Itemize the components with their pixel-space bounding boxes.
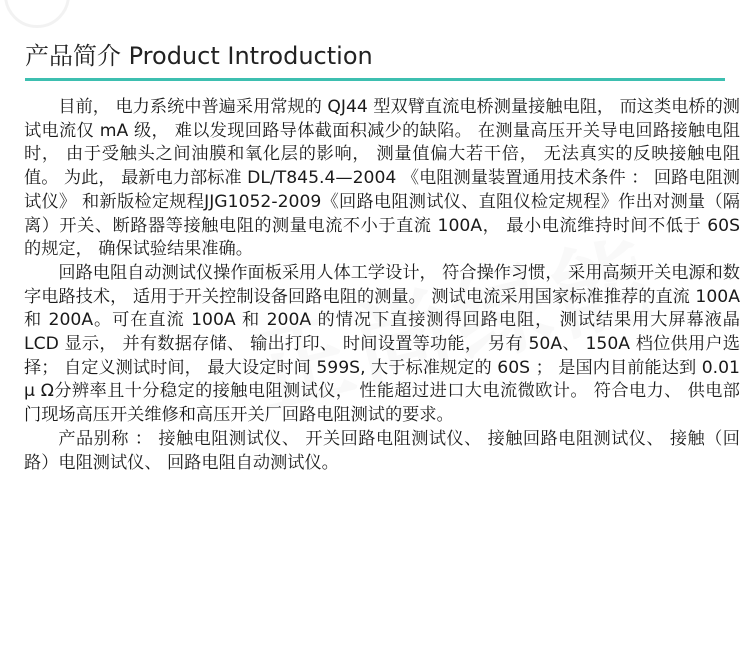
page-title: 产品简介 Product Introduction <box>25 42 373 70</box>
paragraph-features: 回路电阻自动测试仪操作面板采用人体工学设计， 符合操作习惯， 采用高频开关电源和数字电路技术， 适用于开关控制设备回路电阻的测量。 测试电流采用国家标准推荐的直流 100A 和 200A。可在直流 100A 和 200A 的情况下直接测得回路电阻， 测试结果用大屏幕液晶 LCD 显示， 并有数据存储、 输出打印、 时间设置等功能， 另有 50A、 150A 档位供用户选择； 自定义测试时间， 最大设定时间 599S, 大于标准规定的 60S ； 是国内目前能达到 0.01 μ Ω分辨率且十分稳定的接触电阻测试仪， 性能超过进口大电流微欧计。 符合电力、 供电部门现场高压开关维修和高压开关厂回路电阻测试的要求。 <box>24 262 740 426</box>
section-header <box>25 40 725 81</box>
paragraph-aliases: 产品别称 ： 接触电阻测试仪、 开关回路电阻测试仪、 接触回路电阻测试仪、 接触（回路）电阻测试仪、 回路电阻自动测试仪。 <box>24 428 740 473</box>
product-introduction-body <box>24 96 740 475</box>
title-underline <box>25 78 725 81</box>
watermark-logo-circle <box>4 0 70 28</box>
paragraph-background: 目前， 电力系统中普遍采用常规的 QJ44 型双臂直流电桥测量接触电阻， 而这类电桥的测试电流仅 mA 级， 难以发现回路导体截面积减少的缺陷。 在测量高压开关导电回路接触电阻时， 由于受触头之间油膜和氧化层的影响， 测量值偏大若干倍， 无法真实的反映接触电阻值。 为此， 最新电力部标准 DL/T845.4—2004 《电阻测量装置通用技术条件 ： 回路电阻测试仪》 和新版检定规程JJG1052-2009《回路电阻测试仪、直阻仪检定规程》作出对测量（隔离）开关、断路器等接触电阻的测量电流不小于直流 100A， 最小电流维持时间不低于 60S 的规定， 确保试验结果准确。 <box>24 97 740 260</box>
